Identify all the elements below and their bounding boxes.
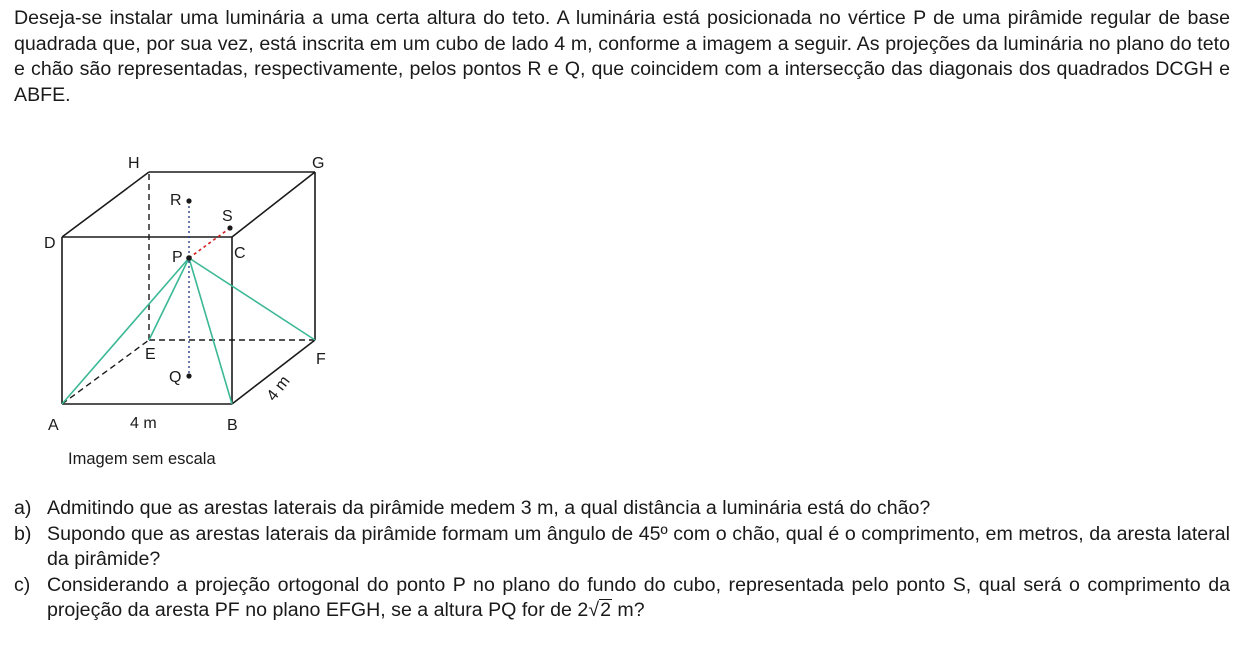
question-text: Supondo que as arestas laterais da pirâmide formam um ângulo de 45º com o chão, qual é o comprimento, em metros, da aresta lateral da pirâmide?	[47, 522, 1230, 570]
question-text: Admitindo que as arestas laterais da pirâmide medem 3 m, a qual distância a luminária está do chão?	[47, 497, 931, 519]
sqrt-coefficient: 2	[577, 599, 589, 621]
label-A: A	[48, 417, 59, 434]
point-R	[186, 198, 191, 203]
label-side-BF: 4 m	[263, 372, 294, 405]
label-Q: Q	[169, 369, 182, 386]
question-letter: c)	[14, 573, 31, 596]
label-R: R	[170, 192, 182, 209]
label-G: G	[312, 155, 325, 172]
question-c	[14, 573, 1230, 624]
edge-CG	[232, 172, 315, 237]
label-H: H	[128, 155, 140, 172]
label-F: F	[316, 351, 326, 368]
label-side-AB: 4 m	[130, 415, 157, 432]
edge-PB	[189, 258, 232, 404]
question-text-end: m?	[611, 599, 645, 621]
label-B: B	[227, 417, 238, 434]
edge-PF	[189, 258, 315, 340]
point-S	[227, 225, 232, 230]
question-b	[14, 522, 1230, 573]
label-E: E	[145, 346, 156, 363]
projection-PS	[189, 228, 230, 258]
label-D: D	[44, 235, 56, 252]
label-S: S	[222, 208, 233, 225]
question-letter: a)	[14, 497, 32, 519]
sqrt-radicand: 2	[600, 599, 611, 621]
label-P: P	[172, 249, 183, 266]
question-letter: b)	[14, 522, 32, 545]
question-text: Considerando a projeção ortogonal do ponto P no plano do fundo do cubo, representada pelo ponto S, qual será o comprimento da projeção da aresta PF no plano EFGH, se a altura PQ for de	[47, 573, 1230, 621]
figure-caption: Imagem sem escala	[68, 450, 216, 468]
point-Q	[186, 373, 191, 378]
edge-PE	[149, 258, 189, 340]
problem-statement: Deseja-se instalar uma luminária a uma certa altura do teto. A luminária está posicionada no vértice P de uma pirâmide regular de base quadrada que, por sua vez, está inscrita em um cubo de lado 4 m, conforme a imagem a seguir. As projeções da luminária no plano do teto e chão são representadas, respectivamente, pelos pontos R e Q, que coincidem com a intersecção das diagonais dos quadrados DCGH e ABFE.	[14, 7, 1230, 106]
question-a	[14, 496, 1230, 522]
sqrt-expression: 2√2	[577, 599, 611, 621]
question-list	[14, 496, 1230, 624]
edge-DH	[62, 172, 149, 237]
edge-AE	[62, 340, 149, 404]
point-P	[186, 255, 192, 261]
label-C: C	[234, 245, 246, 262]
cube-pyramid-figure	[0, 145, 380, 445]
